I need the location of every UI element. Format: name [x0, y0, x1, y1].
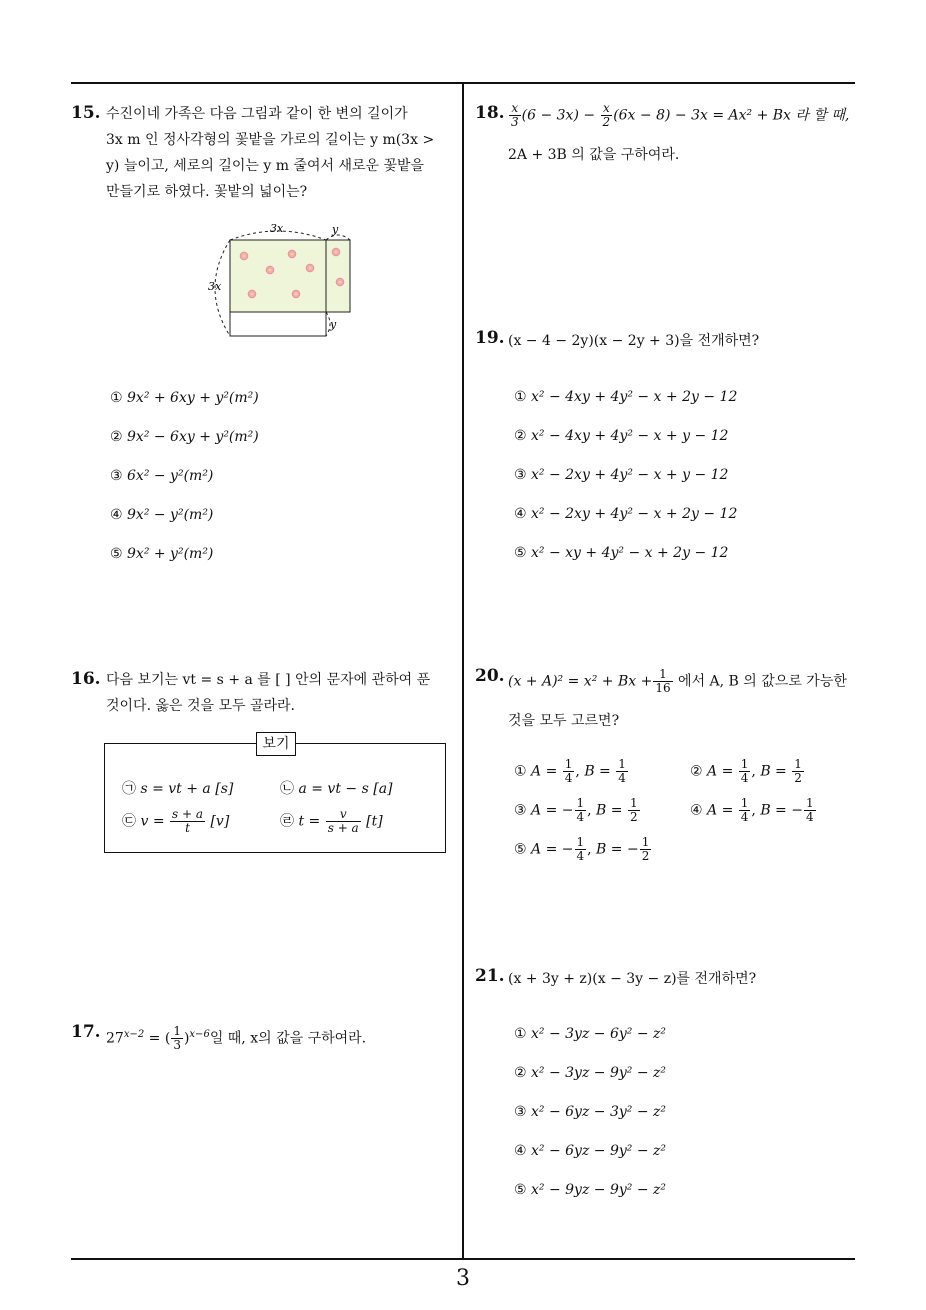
- bogi-item-3: ㉢ v = $\frac{s + a}{t}$ [v]: [122, 807, 230, 835]
- fig-top-label: 3x: [270, 222, 284, 235]
- q20-option-5[interactable]: ⑤ A = − $\frac{1}{4}$ , B = − $\frac{1}{2}$: [514, 835, 650, 863]
- q15-line1: 수진이네 가족은 다음 그림과 같이 한 변의 길이가: [106, 106, 408, 122]
- q18-line2: 2A + 3B 의 값을 구하여라.: [508, 147, 680, 163]
- q21-stem: (x + 3y + z)(x − 3y − z)를 전개하면?: [508, 971, 757, 987]
- q15-options: [110, 390, 259, 585]
- q17-number: 17.: [71, 1022, 101, 1042]
- column-divider: [462, 84, 464, 1258]
- q20-option-4[interactable]: ④ A = $\frac{1}{4}$ , B = − $\frac{1}{4}$: [690, 796, 814, 824]
- page-number: 3: [456, 1266, 470, 1291]
- fig-y-bottom-label: y: [330, 318, 337, 331]
- q21-number: 21.: [475, 966, 505, 986]
- q15-option-3[interactable]: ③ 6x² − y²(m²): [110, 468, 214, 484]
- fig-y-top-label: y: [332, 223, 339, 236]
- q21-options: [514, 1026, 666, 1221]
- q21-option-3[interactable]: ③ x² − 6yz − 3y² − z²: [514, 1104, 667, 1120]
- bottom-rule: [71, 1258, 855, 1260]
- bogi-box: [104, 743, 446, 853]
- q20-option-2[interactable]: ② A = $\frac{1}{4}$ , B = $\frac{1}{2}$: [690, 757, 802, 785]
- q15-option-4[interactable]: ④ 9x² − y²(m²): [110, 507, 214, 523]
- q20-line2: 것을 모두 고르면?: [508, 713, 620, 729]
- q16-line1: 다음 보기는 vt = s + a 를 [ ] 안의 문자에 관하여 푼: [106, 672, 431, 688]
- q21-option-4[interactable]: ④ x² − 6yz − 9y² − z²: [514, 1143, 667, 1159]
- bogi-item-1: ㉠ s = vt + a [s]: [122, 781, 234, 797]
- q19-option-2[interactable]: ② x² − 4xy + 4y² − x + y − 12: [514, 428, 729, 444]
- garden-square: [230, 240, 326, 312]
- q15-line4: 만들기로 하였다. 꽃밭의 넓이는?: [106, 184, 308, 200]
- fig-side-label: 3x: [208, 280, 222, 293]
- q15-option-2[interactable]: ② 9x² − 6xy + y²(m²): [110, 429, 259, 445]
- q19-options: [514, 389, 737, 584]
- bogi-item-4: ㉣ t = $\frac{v}{s + a}$ [t]: [280, 807, 383, 835]
- q21-option-2[interactable]: ② x² − 3yz − 9y² − z²: [514, 1065, 667, 1081]
- q19-option-1[interactable]: ① x² − 4xy + 4y² − x + 2y − 12: [514, 389, 738, 405]
- q15-stem: [106, 101, 458, 205]
- q16-line2: 것이다. 옳은 것을 모두 골라라.: [106, 698, 295, 714]
- q19-stem: (x − 4 − 2y)(x − 2y + 3)을 전개하면?: [508, 333, 760, 349]
- q20-number: 20.: [475, 666, 505, 686]
- q20-line1: (x + A)² = x² + Bx + $\frac{1}{16}$ 에서 A, B 의 값으로 가능한: [508, 667, 847, 695]
- q18-line1: $\frac{x}{3}$ (6 − 3x) − $\frac{x}{2}$ (6x − 8) − 3x = Ax² + Bx 라 할 때,: [511, 101, 850, 129]
- q15-number: 15.: [71, 103, 101, 123]
- q19-option-5[interactable]: ⑤ x² − xy + 4y² − x + 2y − 12: [514, 545, 729, 561]
- bogi-title: 보기: [256, 732, 296, 756]
- q15-option-1[interactable]: ① 9x² + 6xy + y²(m²): [110, 390, 259, 406]
- q15-garden-figure: [200, 220, 360, 345]
- q19-option-4[interactable]: ④ x² − 2xy + 4y² − x + 2y − 12: [514, 506, 738, 522]
- q17-stem: $27^{x-2}$ = ( $\frac{1}{3}$ )$^{x-6}$일 때, x의 값을 구하여라.: [106, 1024, 367, 1052]
- q19-option-3[interactable]: ③ x² − 2xy + 4y² − x + y − 12: [514, 467, 729, 483]
- q15-line3: y) 늘이고, 세로의 길이는 y m 줄여서 새로운 꽃밭을: [106, 158, 425, 174]
- q20-option-1[interactable]: ① A = $\frac{1}{4}$ , B = $\frac{1}{4}$: [514, 757, 626, 785]
- q20-option-3[interactable]: ③ A = − $\frac{1}{4}$ , B = $\frac{1}{2}$: [514, 796, 638, 824]
- q16-stem: [106, 667, 458, 719]
- bogi-item-2: ㉡ a = vt − s [a]: [280, 781, 393, 797]
- q18-number: 18.: [475, 103, 505, 123]
- q21-option-5[interactable]: ⑤ x² − 9yz − 9y² − z²: [514, 1182, 667, 1198]
- garden-removed-strip: [230, 312, 326, 336]
- q16-number: 16.: [71, 669, 101, 689]
- q15-line2: 3x m 인 정사각형의 꽃밭을 가로의 길이는 y m(3x >: [106, 132, 435, 148]
- q21-option-1[interactable]: ① x² − 3yz − 6y² − z²: [514, 1026, 667, 1042]
- q19-number: 19.: [475, 328, 505, 348]
- q15-option-5[interactable]: ⑤ 9x² + y²(m²): [110, 546, 214, 562]
